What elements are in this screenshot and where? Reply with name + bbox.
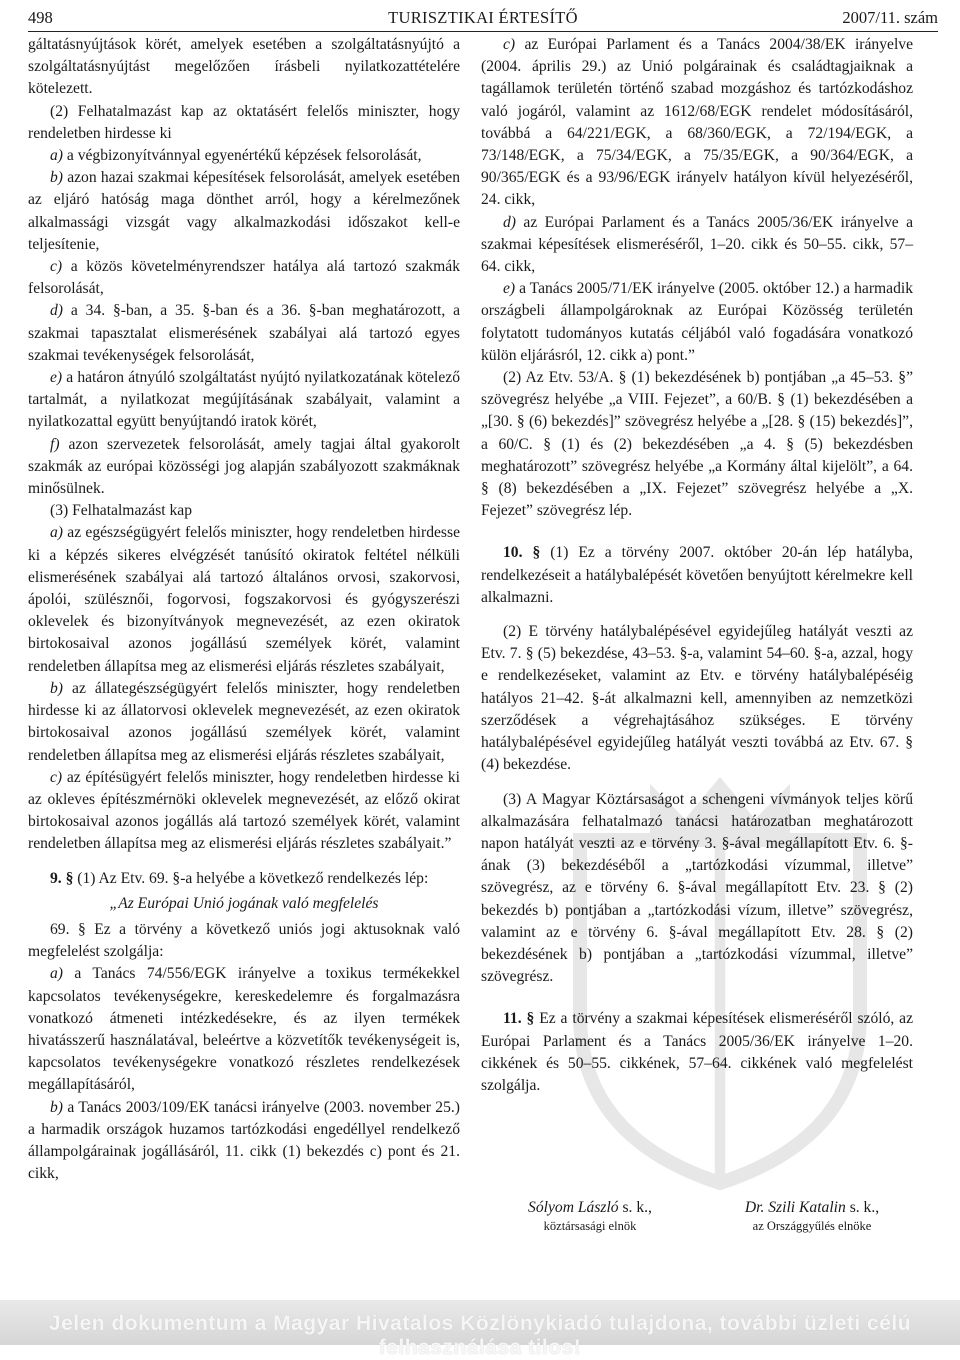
list-item: d) az Európai Parlament és a Tanács 2005/36/EK irányelve a szakmai képesítések elismeréséről, 1–20. cikk és 50–55. cikk, 57–64. cikk, — [481, 213, 913, 276]
paragraph: (2) Az Etv. 53/A. § (1) bekezdésének b) pontjában „a 45–53. §” szövegrész helyébe „a VIII. Fejezet”, a 60/B. § (1) bekezdésében a „[30. § (6) bekezdés]” szövegrész helyébe a „[28. § (15) bekezdés]”, a 60/C. § (1) és (2) bekezdésében „a 4. § (5) bekezdésben meghatározott” szövegrész helyébe „a Kormány által kijelölt”, a 64. § (8) bekezdésében a „IX. Fejezet” szövegrész helyébe a „X. Fejezet” szövegrész lép. — [481, 369, 913, 520]
copyright-notice: Jelen dokumentum a Magyar Hivatalos Közlönykiadó tulajdona, további üzleti célú felhasználása tilos! — [48, 1312, 912, 1359]
list-item: e) a határon átnyúló szolgáltatást nyújtó nyilatkozatának kötelező tartalmát, a nyilatkozat megújításának szabályait, valamint a nyilatkozattal együtt benyújtandó iratok körét, — [28, 369, 460, 431]
list-item: e) a Tanács 2005/71/EK irányelve (2005. október 12.) a harmadik országbeli állampolgároknak az Európai Közösség területén folytatott tudományos kutatás céljából való fogadására vonatkozó külön eljárásról, 12. cikk a) pont.” — [481, 280, 913, 364]
paragraph: 69. § Ez a törvény a következő uniós jogi aktusoknak való megfelelést szolgálja: — [28, 920, 460, 961]
paragraph: gáltatásnyújtások körét, amelyek esetében a szolgáltatásnyújtó a szolgáltatásnyújtást megelőzően írásbeli nyilatkozattételére kötelezett. — [28, 36, 460, 98]
list-item: a) a végbizonyítvánnyal egyenértékű képzések felsorolását, — [50, 147, 422, 165]
header-rule — [28, 31, 938, 32]
list-item: b) a Tanács 2003/109/EK tanácsi irányelve (2003. november 25.) a harmadik országok huzamos tartózkodási engedéllyel rendelkező állampolgárainak jogállásáról, 11. cikk (1) bekezdés c) pont és 21. cikk, — [28, 1098, 460, 1183]
signature-president: Sólyom László s. k., köztársasági elnök — [490, 1198, 690, 1234]
paragraph: (2) Felhatalmazást kap az oktatásért felelős miniszter, hogy rendeletben hirdesse ki — [28, 102, 460, 142]
journal-title: TURISZTIKAI ÉRTESÍTŐ — [388, 8, 578, 27]
paragraph: (3) Felhatalmazást kap — [50, 502, 193, 520]
signer-name: Dr. Szili Katalin — [744, 1199, 846, 1216]
list-item: a) a Tanács 74/556/EGK irányelve a toxikus termékekkel kapcsolatos tevékenységekre, kereskedelemre és forgalmazásra vonatkozó átmeneti intézkedésekre, és az ilyen termékek hivatásszerű használatával, beleértve a közvetítők tevékenységeit is, kapcsolatos tevékenységekre vonatkozó részletes rendelkezések megállapításáról, — [28, 965, 460, 1094]
list-item: d) a 34. §-ban, a 35. §-ban és a 36. §-ban meghatározott, a szakmai tapasztalat elismerésének szabályai alá tartozó egyes szakmai tevékenységek felsorolását, — [28, 302, 460, 364]
list-item: b) azon hazai szakmai képesítések felsorolását, amelyek esetében az eljáró hatóság maga dönthet arról, hogy a kérelmezőnek alkalmassági vizsgát vagy alkalmazkodási időszakot kell-e teljesítenie, — [28, 169, 460, 253]
list-item: c) az Európai Parlament és a Tanács 2004/38/EK irányelve (2004. április 29.) az Unió polgárainak és családtagjaiknak a tagállamok területén történő szabad mozgáshoz és tartózkodáshoz való jogáról, valamint az 1612/68/EGK rendelet módosításáról, továbbá a 64/221/EGK, a 68/360/EGK, a 72/194/EGK, a 73/148/EGK, a 75/34/EGK, a 75/35/EGK, a 90/364/EGK, a 90/365/EGK és a 93/96/EGK irányelv hatályon kívül helyezéséről, 24. cikk, — [481, 36, 913, 209]
section-10: 10. § (1) Ez a törvény 2007. október 20-án lép hatályba, rendelkezéseit a hatálybalépését követően benyújtott kérelmekre kell alkalmazni. — [481, 544, 914, 606]
issue-number: 2007/11. szám — [842, 8, 938, 27]
list-item: a) az egészségügyért felelős miniszter, hogy rendeletben hirdesse ki a képzés sikeres elvégzését tanúsító okiratok feltétel nélküli elismerésének szabályai alá tartozó általános orvosi, szakorvosi, ápolói, szülésznői, fogorvosi, fogszakorvosi és gyógyszerészi oklevelek és bizonyítványok megnevezését, az ezen okiratok birtokosaival azonos jogállású személyek körét, valamint rendeletben állapítsa meg az elismerési eljárás részletes szabályait, — [28, 524, 460, 675]
list-item: b) az állategészségügyért felelős miniszter, hogy rendeletben hirdesse ki az állatorvosi oklevelek megnevezését, az ezen okiratok birtokosaival azonos jogállású személyek körét, valamint rendeletben állapítsa meg az elismerési eljárás részletes szabályait, — [28, 679, 460, 764]
page-number: 498 — [28, 8, 53, 27]
paragraph: (2) E törvény hatálybalépésével egyidejűleg hatályát veszti az Etv. 7. § (5) bekezdése, 43–53. §-a, valamint 54–60. §-a, azzal, hogy e rendelkezéseket, valamint az Etv. e törvény hatálybalépéséig hatályos 21–42. §-át alkalmazni kell, amennyiben az nemzetközi szerződések a végrehajtásához szükséges. E törvény hatálybalépésével egyidejűleg hatályát veszti továbbá az Etv. 67. § (4) bekezdése. — [481, 623, 913, 774]
signature-speaker: Dr. Szili Katalin s. k., az Országgyűlés elnöke — [712, 1198, 912, 1234]
section-11: 11. § Ez a törvény a szakmai képesítések elismeréséről szóló, az Európai Parlament és a Tanács 2005/36/EK irányelve 1–20. cikkének és 50–55. cikkének, 57–64. cikkének való megfelelést szolgálja. — [481, 1010, 914, 1094]
list-item: c) a közös követelményrendszer hatálya alá tartozó szakmák felsorolását, — [28, 258, 460, 298]
paragraph: (3) A Magyar Köztársaságot a schengeni vívmányok teljes körű alkalmazására felhatalmazó tanácsi határozatban meghatározott napon hatályát veszti az e törvény 3. §-ával megállapított Etv. 6. §-ának (3) bekezdéséből a „tartózkodási vízummal, illetve” szövegrész, az e törvény 6. §-ával megállapított Etv. 23. § (2) bekezdés b) pontjában a „tartózkodási vízum, illetve” szövegrész, valamint az e törvény 6. §-ával megállapított Etv. 28. § (2) bekezdésének b) pontjában a „tartózkodási vízummal, illetve” szövegrész. — [481, 790, 913, 986]
left-column — [28, 34, 460, 1185]
list-item: f) azon szervezetek felsorolását, amely tagjai által gyakorolt szakmák az európai közösségi jog alapján szabályozott szakmáknak minősülnek. — [28, 435, 460, 498]
section-9: 9. § (1) Az Etv. 69. §-a helyébe a következő rendelkezés lép: — [50, 869, 429, 887]
right-column — [481, 34, 913, 1097]
signer-role: az Országgyűlés elnöke — [752, 1219, 872, 1233]
signer-role: köztársasági elnök — [543, 1219, 637, 1233]
section-heading: „Az Európai Unió jogának való megfelelés — [109, 894, 379, 912]
signer-name: Sólyom László — [528, 1199, 619, 1216]
page-header — [28, 4, 938, 30]
list-item: c) az építésügyért felelős miniszter, hogy rendeletben hirdesse ki az okleves építészmérnöki oklevelek megnevezését, az előző okirat birtokosaival azonos jogállás alá tartozó személyek körét, valamint rendeletben állapítsa meg az elismerési eljárás részletes szabályait.” — [28, 768, 460, 853]
